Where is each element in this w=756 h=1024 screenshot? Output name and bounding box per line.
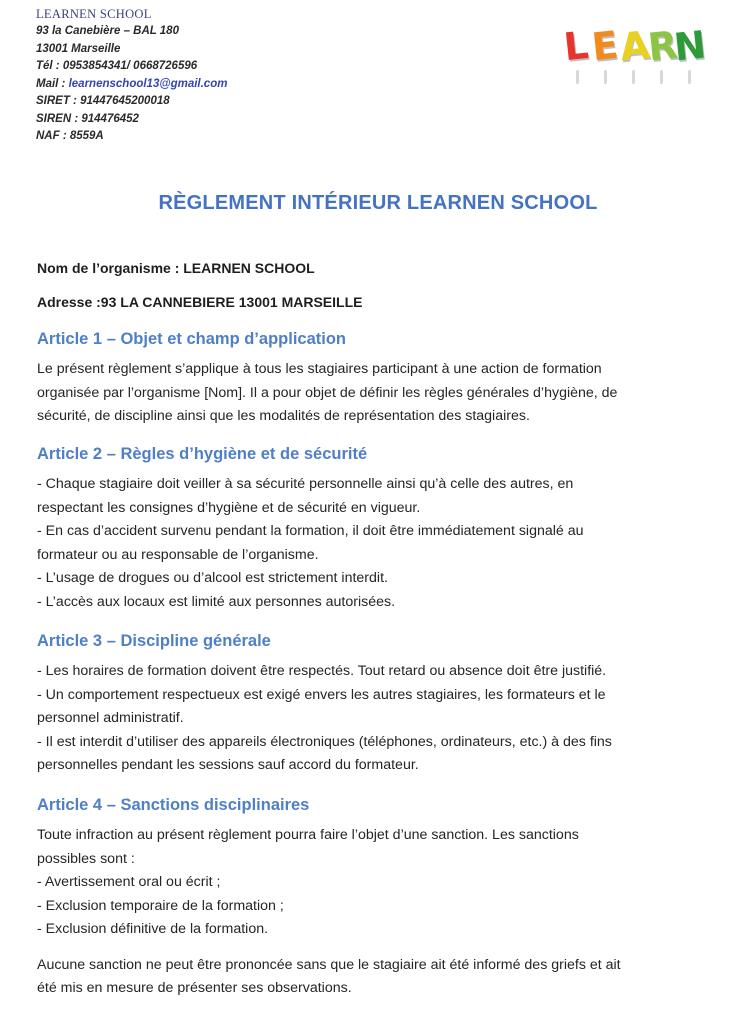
article-heading: Article 2 – Règles d’hygiène et de sécurité — [37, 445, 368, 463]
adresse-line: Adresse :93 LA CANNEBIERE 13001 MARSEILLE — [37, 294, 363, 310]
article-line: - Chaque stagiaire doit veiller à sa sécurité personnelle ainsi qu’à celle des autres, en — [37, 476, 574, 492]
article-line: - Un comportement respectueux est exigé envers les autres stagiaires, les formateurs et le — [37, 686, 606, 703]
logo-figure-leg — [660, 70, 663, 84]
logo-letter: R — [645, 22, 680, 70]
paragraph-spacer — [37, 942, 737, 954]
article-line: - Avertissement oral ou écrit ; — [37, 874, 221, 890]
logo-letter: E — [589, 22, 621, 70]
mail-line — [36, 76, 227, 94]
article-closing-line: Aucune sanction ne peut être prononcée sans que le stagiaire ait été informé des griefs et ait — [37, 956, 621, 973]
article-line: - Il est interdit d’utiliser des appareils électroniques (téléphones, ordinateurs, etc.) à des fins — [37, 733, 612, 750]
phone-line: Tél : 0953854341/ 0668726596 — [36, 60, 198, 72]
learn-logo — [560, 20, 710, 86]
article-line: personnelles pendant les sessions sauf accord du formateur. — [37, 757, 419, 773]
article-line: respectant les consignes d’hygiène et de sécurité en vigueur. — [37, 499, 421, 516]
article-line: personnel administratif. — [37, 710, 184, 726]
document-title: RÈGLEMENT INTÉRIEUR LEARNEN SCHOOL — [158, 192, 598, 214]
article-line: organisée par l’organisme [Nom]. Il a pour objet de définir les règles générales d’hygiène, de — [37, 384, 618, 401]
article-line: sécurité, de discipline ainsi que les modalités de représentation des stagiaires. — [37, 408, 530, 424]
address-line-1: 93 la Canebière – BAL 180 — [36, 25, 179, 37]
article-line: - Les horaires de formation doivent être respectés. Tout retard ou absence doit être justifié. — [37, 663, 607, 679]
article-line: - En cas d’accident survenu pendant la formation, il doit être immédiatement signalé au — [37, 523, 584, 539]
article-4 — [37, 794, 737, 1001]
article-3 — [37, 630, 737, 778]
article-line: formateur ou au responsable de l’organisme. — [37, 546, 319, 563]
logo-figure-leg — [688, 70, 691, 84]
letterhead — [36, 6, 227, 146]
article-line: - L’usage de drogues ou d’alcool est strictement interdit. — [37, 570, 388, 586]
logo-figure-leg — [604, 70, 607, 84]
article-line: Le présent règlement s’applique à tous les stagiaires participant à une action de formation — [37, 361, 602, 377]
mail-link[interactable]: learnenschool13@gmail.com — [68, 77, 228, 90]
article-heading: Article 4 – Sanctions disciplinaires — [37, 796, 310, 814]
article-line: possibles sont : — [37, 850, 135, 867]
logo-letter: L — [561, 22, 591, 70]
siren-line: SIREN : 914476452 — [36, 112, 139, 125]
logo-figure-leg — [576, 70, 579, 84]
article-line: - Exclusion temporaire de la formation ; — [37, 897, 284, 914]
article-line: Toute infraction au présent règlement pourra faire l’objet d’une sanction. Les sanctions — [37, 827, 579, 843]
logo-letter: A — [617, 22, 652, 70]
mail-label: Mail : — [36, 77, 69, 90]
address-line-2: 13001 Marseille — [36, 42, 121, 55]
article-closing-line: été mis en mesure de présenter ses observations. — [37, 980, 352, 996]
company-name: LEARNEN SCHOOL — [36, 7, 152, 21]
article-line: - L’accès aux locaux est limité aux personnes autorisées. — [37, 593, 396, 610]
siret-line: SIRET : 91447645200018 — [36, 95, 170, 107]
article-line: - Exclusion définitive de la formation. — [37, 921, 269, 937]
naf-line: NAF : 8559A — [36, 130, 104, 142]
article-heading: Article 1 – Objet et champ d’application — [37, 330, 346, 348]
article-2 — [37, 443, 737, 614]
article-heading: Article 3 – Discipline générale — [37, 632, 271, 650]
organisme-line: Nom de l’organisme : LEARNEN SCHOOL — [37, 260, 315, 276]
article-1 — [37, 328, 737, 429]
logo-figure-leg — [632, 70, 635, 84]
logo-letter: N — [671, 22, 709, 70]
